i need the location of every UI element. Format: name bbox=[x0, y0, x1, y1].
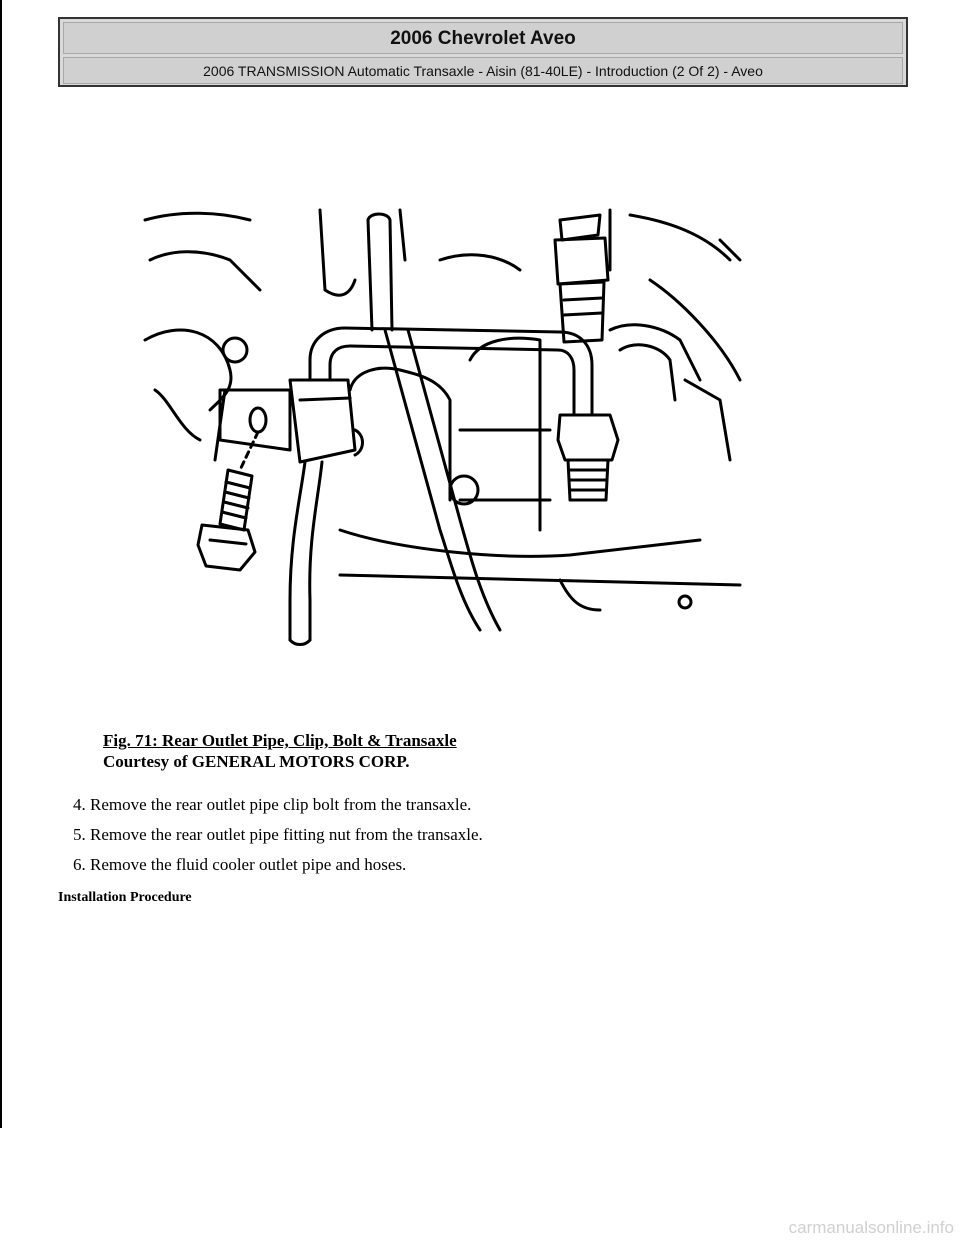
list-item bbox=[73, 794, 483, 815]
figure-credit: Courtesy of GENERAL MOTORS CORP. bbox=[103, 752, 410, 771]
section-heading: Installation Procedure bbox=[58, 890, 192, 905]
document-subtitle: 2006 TRANSMISSION Automatic Transaxle - Aisin (81-40LE) - Introduction (2 Of 2) - Aveo bbox=[63, 57, 903, 84]
figure-caption: Fig. 71: Rear Outlet Pipe, Clip, Bolt & Transaxle bbox=[103, 731, 457, 750]
step-text: Remove the fluid cooler outlet pipe and hoses. bbox=[90, 855, 407, 874]
watermark: carmanualsonline.info bbox=[788, 1218, 954, 1237]
step-number: 6. bbox=[73, 855, 86, 874]
document-title: 2006 Chevrolet Aveo bbox=[63, 22, 903, 54]
step-number: 4. bbox=[73, 795, 86, 814]
page-border bbox=[0, 0, 2, 1128]
list-item bbox=[73, 824, 483, 845]
list-item bbox=[73, 854, 483, 875]
figure-caption-block bbox=[103, 730, 457, 772]
step-text: Remove the rear outlet pipe clip bolt from the transaxle. bbox=[90, 795, 472, 814]
step-text: Remove the rear outlet pipe fitting nut from the transaxle. bbox=[90, 825, 483, 844]
procedure-steps bbox=[73, 794, 483, 884]
step-number: 5. bbox=[73, 825, 86, 844]
document-header bbox=[58, 17, 908, 87]
transaxle-illustration bbox=[140, 200, 750, 660]
